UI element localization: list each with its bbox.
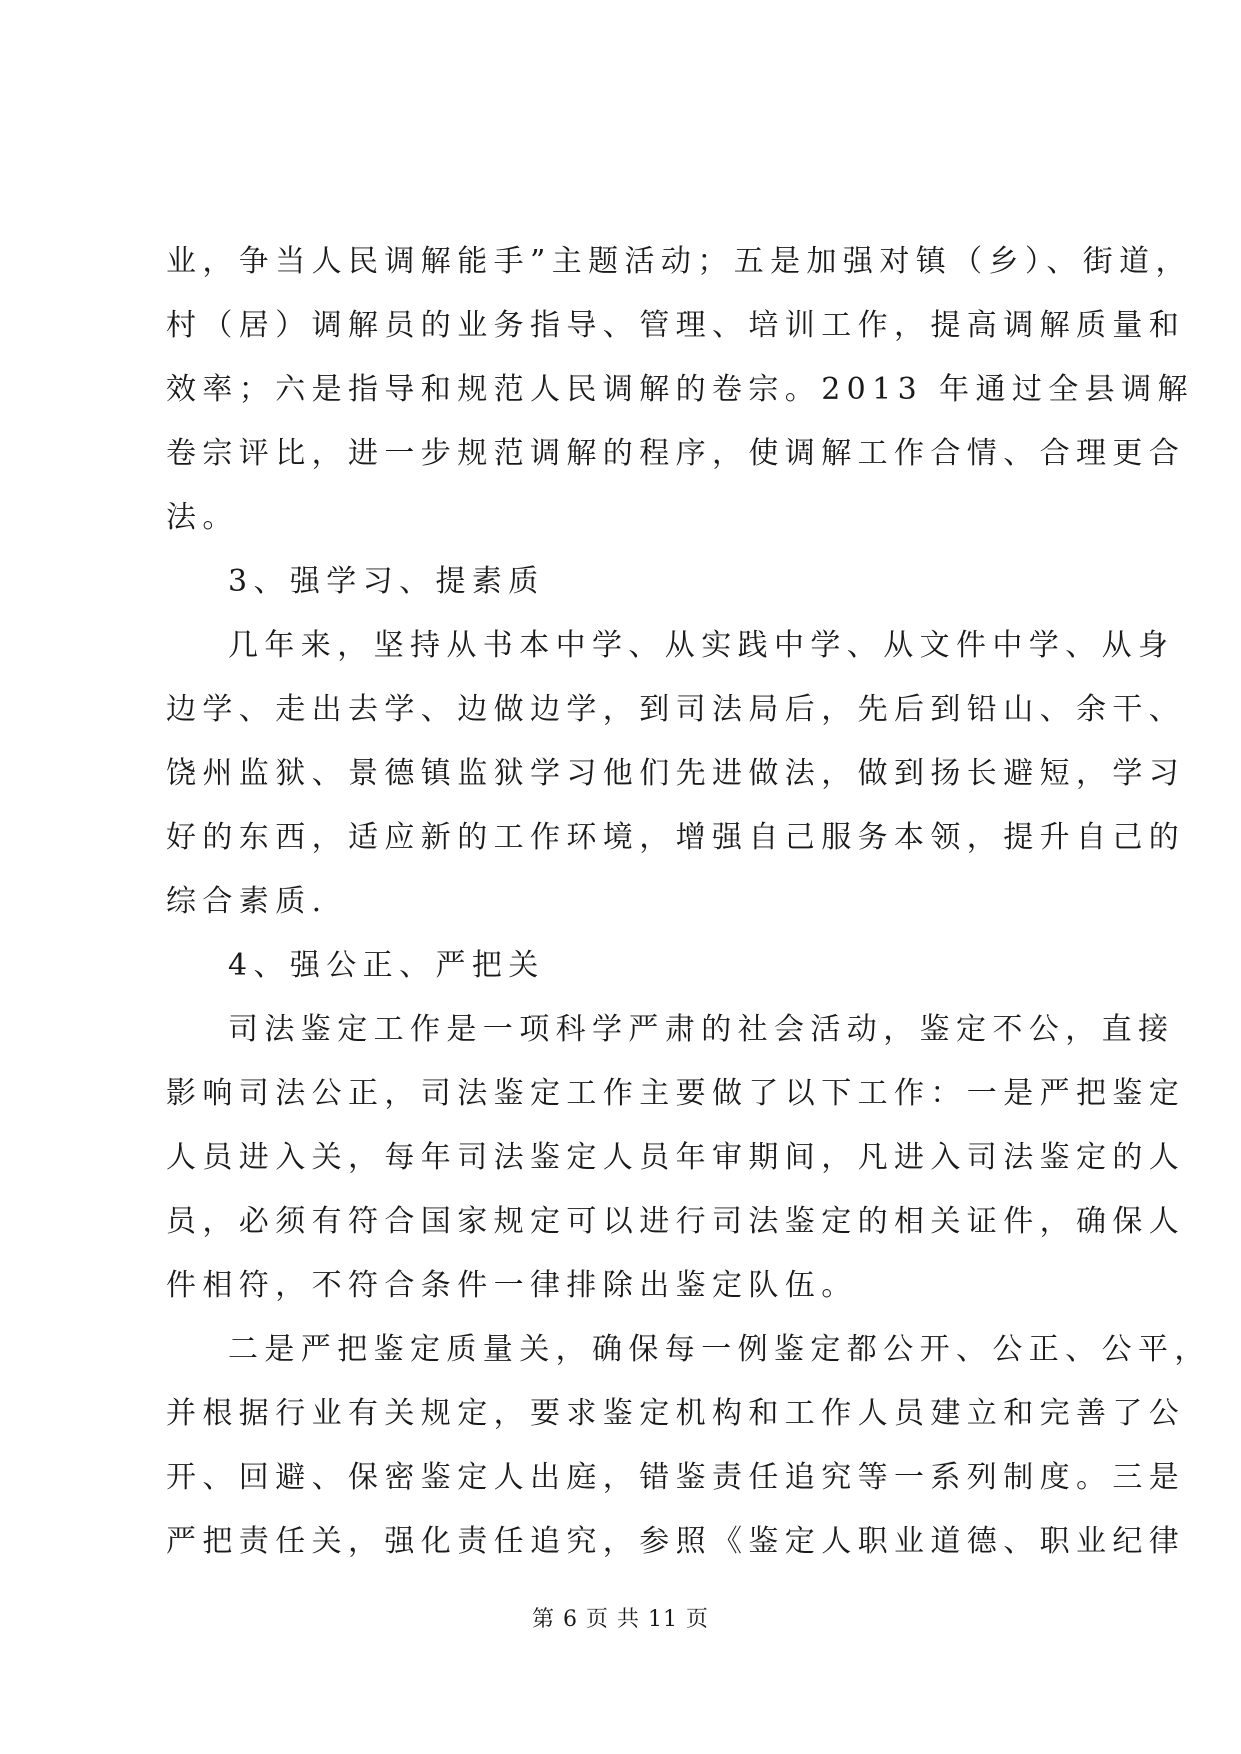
paragraph-line: 卷宗评比，进一步规范调解的程序，使调解工作合情、合理更合 <box>166 436 1186 471</box>
page-number-footer: 第 6 页 共 11 页 <box>532 1607 709 1632</box>
paragraph-line: 好的东西，适应新的工作环境，增强自己服务本领，提升自己的 <box>166 820 1186 855</box>
paragraph-line: 几年来，坚持从书本中学、从实践中学、从文件中学、从身 <box>228 628 1175 663</box>
section-heading: 4、强公正、严把关 <box>228 948 545 983</box>
paragraph-line: 业，争当人民调解能手”主题活动；五是加强对镇（乡）、街道， <box>166 244 1192 279</box>
paragraph-line: 员，必须有符合国家规定可以进行司法鉴定的相关证件，确保人 <box>166 1204 1186 1239</box>
paragraph-line: 综合素质. <box>166 884 328 919</box>
paragraph-line: 影响司法公正，司法鉴定工作主要做了以下工作：一是严把鉴定 <box>166 1076 1186 1111</box>
paragraph-line: 并根据行业有关规定，要求鉴定机构和工作人员建立和完善了公 <box>166 1396 1186 1431</box>
section-heading: 3、强学习、提素质 <box>228 564 545 599</box>
paragraph-line: 边学、走出去学、边做边学，到司法局后，先后到铅山、余干、 <box>166 692 1186 727</box>
paragraph-line: 效率；六是指导和规范人民调解的卷宗。2013 年通过全县调解 <box>166 372 1194 407</box>
paragraph-line: 饶州监狱、景德镇监狱学习他们先进做法，做到扬长避短，学习 <box>166 756 1186 791</box>
paragraph-line: 开、回避、保密鉴定人出庭，错鉴责任追究等一系列制度。三是 <box>166 1460 1186 1495</box>
paragraph-line: 严把责任关，强化责任追究，参照《鉴定人职业道德、职业纪律 <box>166 1524 1186 1559</box>
paragraph-line: 件相符，不符合条件一律排除出鉴定队伍。 <box>166 1268 858 1303</box>
document-body <box>166 230 1211 1574</box>
paragraph-line: 法。 <box>166 500 239 535</box>
paragraph-line: 村（居）调解员的业务指导、管理、培训工作，提高调解质量和 <box>166 308 1186 343</box>
paragraph-line: 人员进入关，每年司法鉴定人员年审期间，凡进入司法鉴定的人 <box>166 1140 1186 1175</box>
paragraph-line: 司法鉴定工作是一项科学严肃的社会活动，鉴定不公，直接 <box>228 1012 1175 1047</box>
paragraph-line: 二是严把鉴定质量关，确保每一例鉴定都公开、公正、公平， <box>228 1332 1211 1367</box>
